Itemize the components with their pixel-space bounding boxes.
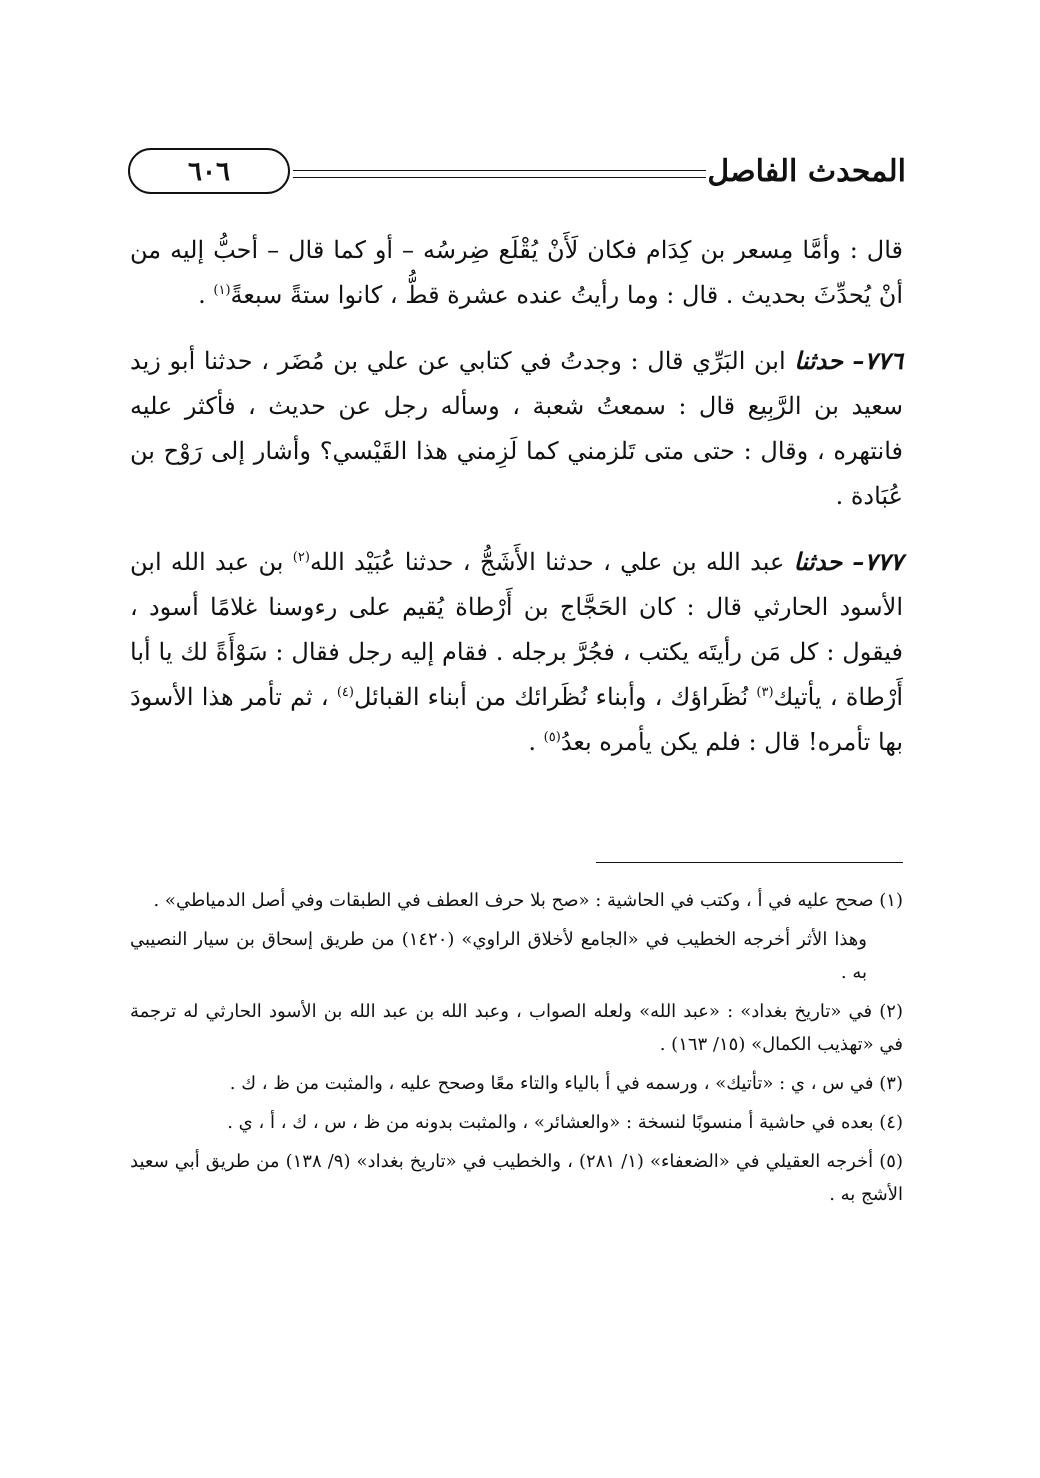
footnote-text: أخرجه العقيلي في «الضعفاء» (١/ ٢٨١) ، والخطيب في «تاريخ بغداد» (٩/ ١٣٨) من طريق أبي سعيد الأشج به . xyxy=(130,1151,903,1205)
page-number: ٦٠٦ xyxy=(188,157,230,187)
footnote-text: في «تاريخ بغداد» : «عبد الله» ولعله الصواب ، وعبد الله بن عبد الله بن الأسود الحارثي له ترجمة في «تهذيب الكمال» (١٥/ ١٦٣) . xyxy=(130,1001,903,1055)
paragraph-text: عبد الله بن علي ، حدثنا الأَشَجُّ ، حدثنا عُبَيْد الله xyxy=(309,548,794,576)
main-text xyxy=(130,228,903,785)
hadith-number-lead: ٧٧٦– حدثنا xyxy=(794,346,903,375)
footnote-3 xyxy=(130,1067,903,1100)
footnote-5 xyxy=(130,1145,903,1211)
footnote-number: (٣) xyxy=(879,1073,903,1094)
footnote-number: (٢) xyxy=(879,1001,903,1022)
paragraph-text: ، ثم تأمر هذا الأسودَ بها تأمره! قال : فلم يكن يأمره بعدُ xyxy=(130,683,903,756)
paragraph-777 xyxy=(130,539,903,765)
footnote-ref: (٣) xyxy=(756,685,774,700)
footnote-number: (١) xyxy=(879,890,903,911)
footnote-text: بعده في حاشية أ منسوبًا لنسخة : «والعشائر» ، والمثبت بدونه من ظ ، س ، ك ، أ ، ي . xyxy=(227,1112,880,1133)
footnote-separator xyxy=(596,862,903,863)
footnote-number: (٥) xyxy=(879,1151,903,1172)
footnote-text: صحح عليه في أ ، وكتب في الحاشية : «صح بلا حرف العطف في الطبقات وفي أصل الدمياطي» . xyxy=(153,890,880,911)
footnote-1 xyxy=(130,884,903,917)
footnotes xyxy=(130,884,903,1217)
footnote-ref: (١) xyxy=(213,283,231,298)
footnote-text: في س ، ي : «تأتيك» ، ورسمه في أ بالياء والتاء معًا وصحح عليه ، والمثبت من ظ ، ك . xyxy=(229,1073,880,1094)
paragraph-text: نُظَراؤك ، وأبناء نُظَرائك من أبناء القبائل xyxy=(353,683,757,711)
page-number-frame xyxy=(128,148,290,194)
book-title: المحدث الفاصل xyxy=(707,154,906,189)
footnote-2 xyxy=(130,995,903,1061)
paragraph-tail: . xyxy=(528,728,544,756)
paragraph-text: ابن البَرِّي قال : وجدتُ في كتابي عن علي بن مُضَر ، حدثنا أبو زيد سعيد بن الرَّبِيع قال : سمعتُ شعبة ، وسأله رجل عن حديث ، فأكثر عليه فانتهره ، وقال : حتى متى تَلزمني كما لَزِمني هذا القَيْسي؟ وأشار إلى رَوْح بن عُبَادة . xyxy=(130,347,903,510)
header-double-rule xyxy=(293,170,706,178)
footnote-1-continued xyxy=(130,923,903,989)
footnote-text: وهذا الأثر أخرجه الخطيب في «الجامع لأخلاق الراوي» (١٤٢٠) من طريق إسحاق بن سيار النصيبي به . xyxy=(130,929,867,983)
paragraph-text: بن عبد الله ابن الأسود الحارثي قال : كان الحَجَّاج بن أَرْطاة يُقيم على رءوسنا غلامًا أسود ، فيقول : كل مَن رأيتَه يكتب ، فجُرَّ برجله . فقام إليه رجل فقال : سَوْأَةً لك يا أبا أَرْطاة ، يأتيك xyxy=(130,548,903,711)
paragraph-776 xyxy=(130,338,903,519)
footnote-number: (٤) xyxy=(879,1112,903,1133)
paragraph-1 xyxy=(130,228,903,318)
hadith-number-lead: ٧٧٧– حدثنا xyxy=(793,547,903,576)
footnote-ref: (٤) xyxy=(336,685,354,700)
footnote-ref: (٥) xyxy=(543,730,561,745)
paragraph-text: قال : وأمَّا مِسعر بن كِدَام فكان لَأَنْ يُقْلَع ضِرسُه – أو كما قال – أحبُّ إليه من أنْ يُحدِّثَ بحديث . قال : وما رأيتُ عنده عشرة قطُّ ، كانوا ستةً سبعةً xyxy=(130,236,903,309)
paragraph-tail: . xyxy=(198,281,214,309)
footnote-4 xyxy=(130,1106,903,1139)
footnote-ref: (٢) xyxy=(292,550,310,565)
page-header xyxy=(128,148,906,198)
